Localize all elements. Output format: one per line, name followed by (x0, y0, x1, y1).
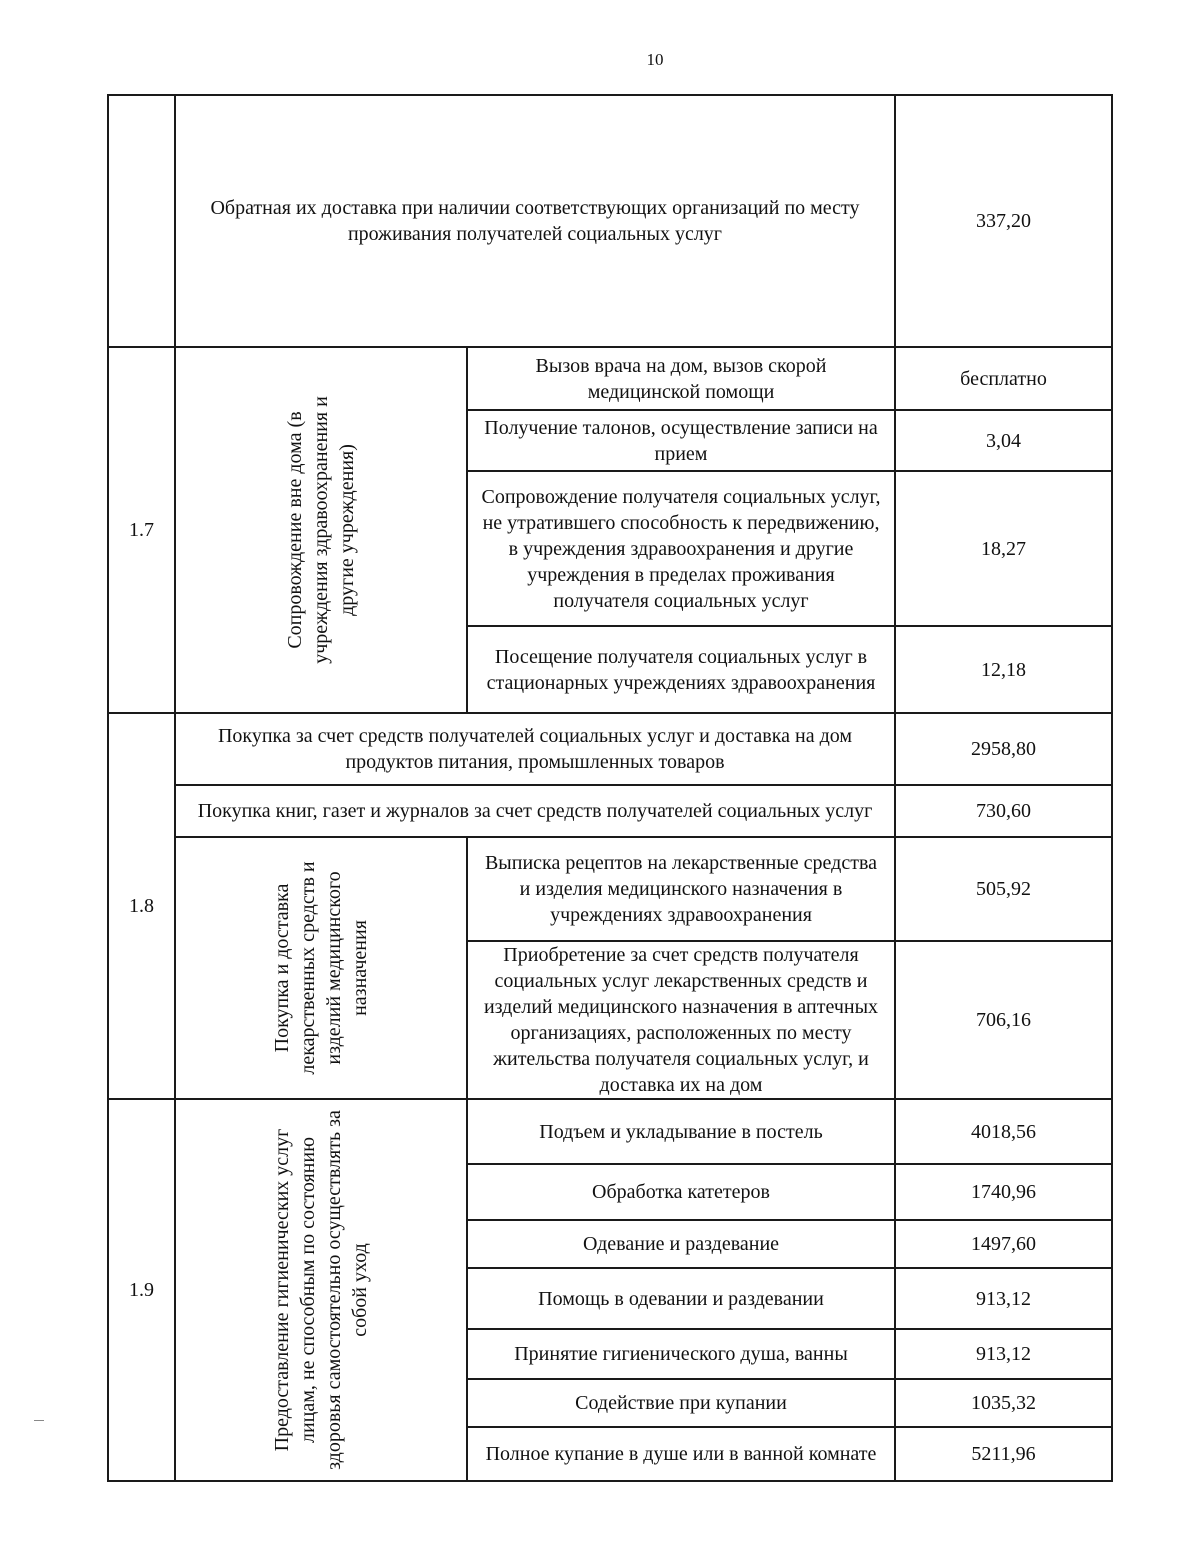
service-cell: Посещение получателя социальных услуг в стационарных учреждениях здравоохранения (467, 626, 895, 713)
price-cell: 2958,80 (895, 713, 1112, 785)
price-cell: 505,92 (895, 837, 1112, 941)
service-cell: Одевание и раздевание (467, 1220, 895, 1268)
scan-artifact (34, 1420, 44, 1421)
service-cell: Покупка за счет средств получателей социальных услуг и доставка на дом продуктов питания, промышленных товаров (175, 713, 895, 785)
price-cell: 1035,32 (895, 1379, 1112, 1427)
category-label: Сопровождение вне дома (в учреждения здравоохранения и другие учреждения) (284, 396, 358, 664)
page-number: 10 (646, 50, 664, 69)
service-cell: Полное купание в душе или в ванной комнате (467, 1427, 895, 1481)
service-cell: Сопровождение получателя социальных услуг, не утратившего способность к передвижению, в учреждения здравоохранения и другие учреждения в пределах проживания получателя социальных услуг (467, 471, 895, 626)
price-cell: 12,18 (895, 626, 1112, 713)
price-cell: 4018,56 (895, 1099, 1112, 1164)
service-cell: Принятие гигиенического душа, ванны (467, 1329, 895, 1379)
table-row (108, 713, 1112, 785)
service-cell: Получение талонов, осуществление записи на прием (467, 410, 895, 471)
table-row (108, 95, 1112, 347)
price-cell: 5211,96 (895, 1427, 1112, 1481)
service-cell: Вызов врача на дом, вызов скорой медицинской помощи (467, 347, 895, 410)
tariff-table (107, 94, 1113, 1482)
row-number-cell: 1.9 (108, 1099, 175, 1481)
row-number-cell (108, 95, 175, 347)
service-cell: Покупка книг, газет и журналов за счет средств получателей социальных услуг (175, 785, 895, 837)
table-row (108, 785, 1112, 837)
service-cell: Подъем и укладывание в постель (467, 1099, 895, 1164)
price-cell: 18,27 (895, 471, 1112, 626)
price-cell: бесплатно (895, 347, 1112, 410)
price-cell: 3,04 (895, 410, 1112, 471)
category-label: Покупка и доставка лекарственных средств и изделий медицинского назначения (271, 861, 371, 1075)
table-row (108, 837, 1112, 941)
price-cell: 337,20 (895, 95, 1112, 347)
service-cell: Выписка рецептов на лекарственные средства и изделия медицинского назначения в учреждениях здравоохранения (467, 837, 895, 941)
service-cell: Обратная их доставка при наличии соответствующих организаций по месту проживания получателей социальных услуг (175, 95, 895, 347)
category-cell (175, 1099, 467, 1481)
price-cell: 706,16 (895, 941, 1112, 1099)
service-cell: Обработка катетеров (467, 1164, 895, 1220)
category-label: Предоставление гигиенических услуг лицам, не способным по состоянию здоровья самостоятельно осуществлять за собой уход (271, 1110, 371, 1470)
category-cell (175, 347, 467, 713)
table-row (108, 1099, 1112, 1164)
category-cell (175, 837, 467, 1099)
row-number-cell: 1.7 (108, 347, 175, 713)
table-row (108, 347, 1112, 410)
service-cell: Приобретение за счет средств получателя социальных услуг лекарственных средств и изделий медицинского назначения в аптечных организациях, расположенных по месту жительства получателя социальных услуг, и доставка их на дом (467, 941, 895, 1099)
price-cell: 913,12 (895, 1329, 1112, 1379)
price-cell: 730,60 (895, 785, 1112, 837)
service-cell: Содействие при купании (467, 1379, 895, 1427)
row-number-cell: 1.8 (108, 713, 175, 1099)
price-cell: 1740,96 (895, 1164, 1112, 1220)
price-cell: 1497,60 (895, 1220, 1112, 1268)
service-cell: Помощь в одевании и раздевании (467, 1268, 895, 1329)
price-cell: 913,12 (895, 1268, 1112, 1329)
